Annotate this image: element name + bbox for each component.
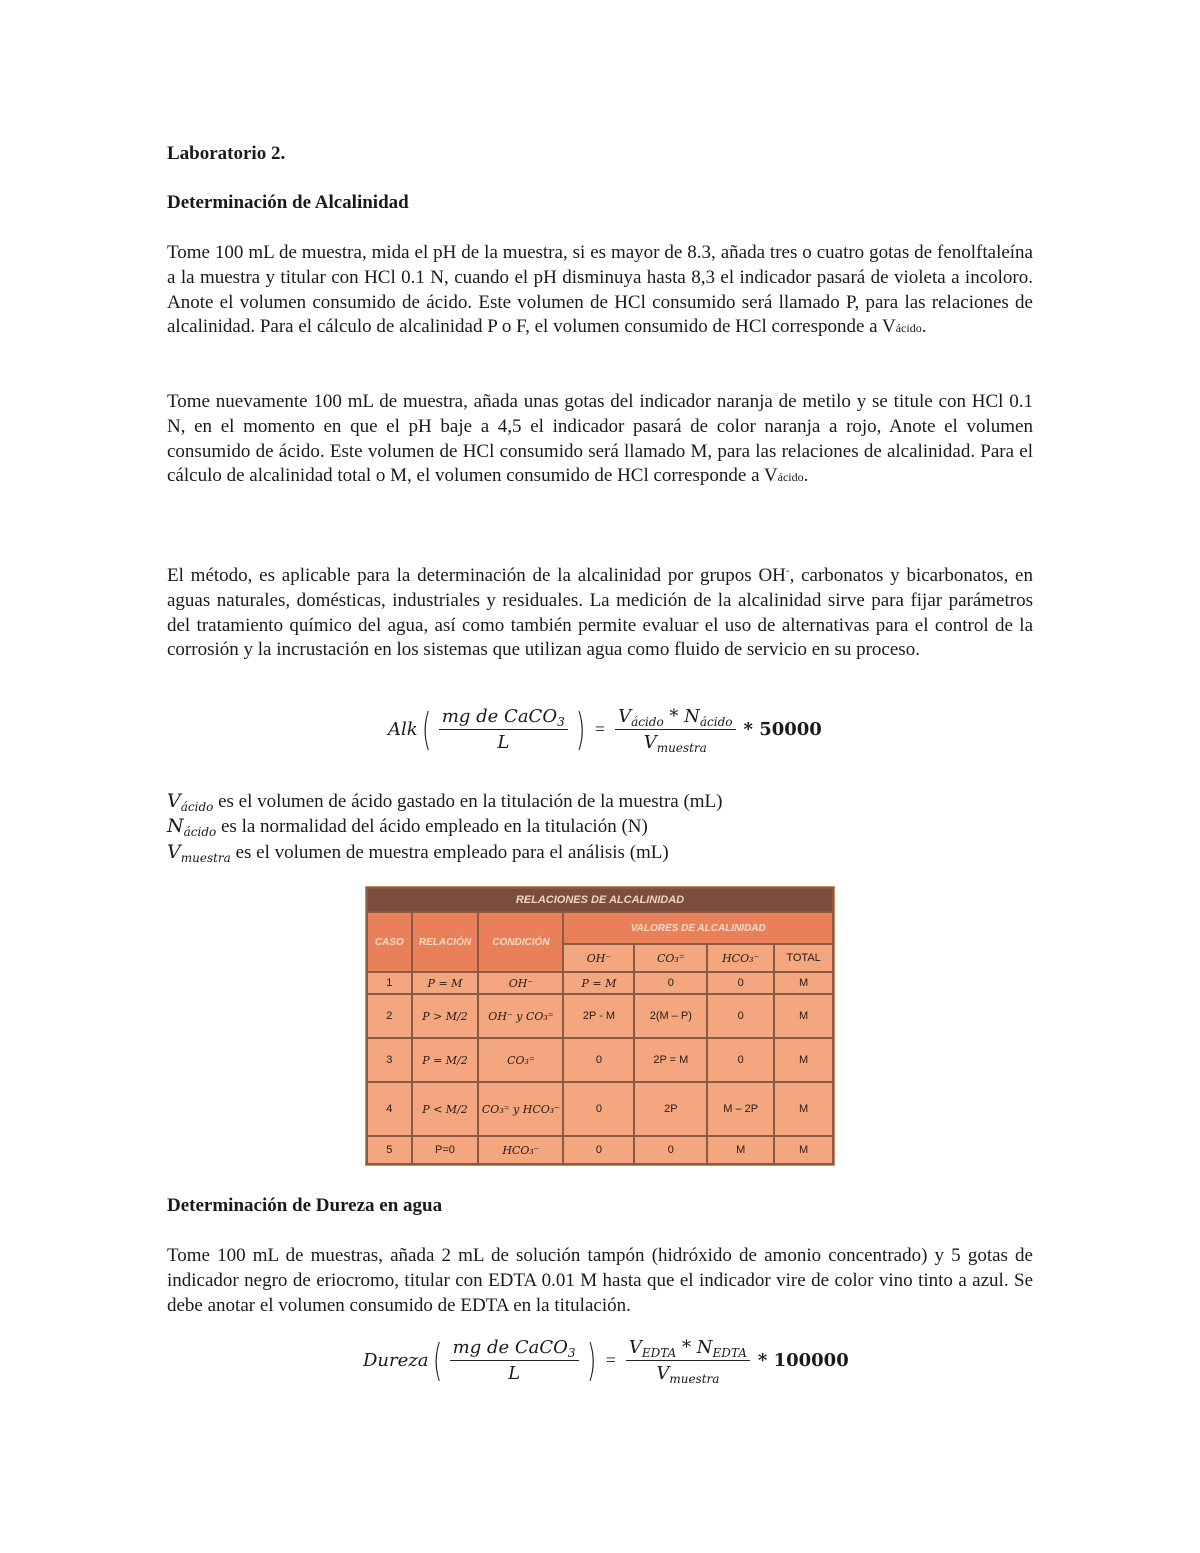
cell-co3: 0 xyxy=(634,972,707,994)
cell-total: M xyxy=(774,994,833,1038)
cell-relacion: P < M/2 xyxy=(412,1082,479,1136)
header-total: TOTAL xyxy=(774,944,833,972)
header-co3: CO₃⁼ xyxy=(634,944,707,972)
cell-relacion: P > M/2 xyxy=(412,994,479,1038)
cell-hco3: M – 2P xyxy=(707,1082,774,1136)
cell-condicion: CO₃⁼ y HCO₃⁻ xyxy=(478,1082,563,1136)
cell-caso: 4 xyxy=(367,1082,412,1136)
alkalinity-relations-table xyxy=(365,886,835,1166)
cell-oh: 0 xyxy=(563,1038,634,1082)
header-condicion: CONDICIÓN xyxy=(478,912,563,972)
definition-v-muestra: $V_{muestra}$ es el volumen de muestra empleado para el análisis (mL) xyxy=(167,841,669,865)
cell-relacion: P = M/2 xyxy=(412,1038,479,1082)
cell-total: M xyxy=(774,972,833,994)
header-relacion: RELACIÓN xyxy=(412,912,479,972)
cell-condicion: OH⁻ y CO₃⁼ xyxy=(478,994,563,1038)
cell-hco3: 0 xyxy=(707,1038,774,1082)
paragraph-method: El método, es aplicable para la determinación de la alcalinidad por grupos OH-, carbonatos y bicarbonatos, en aguas naturales, domésticas, industriales y residuales. La medición de la alcalinidad sirve para fijar parámetros del tratamiento químico del agua, así como también permite evaluar el uso de alternativas para el control de la corrosión y la incrustación en los sistemas que utilizan agua como fluido de servicio en su proceso. xyxy=(167,564,1033,661)
table-row xyxy=(367,1038,833,1082)
section-heading-dureza: Determinación de Dureza en agua xyxy=(167,1195,443,1216)
paragraph-procedure-dureza: Tome 100 mL de muestras, añada 2 mL de solución tampón (hidróxido de amonio concentrado) y 5 gotas de indicador negro de eriocromo, titular con EDTA 0.01 M hasta que el indicador vire de color vino tinto a azul. Se debe anotar el volumen consumido de EDTA en la titulación. xyxy=(167,1245,1033,1316)
header-caso: CASO xyxy=(367,912,412,972)
header-hco3: HCO₃⁻ xyxy=(707,944,774,972)
cell-hco3: 0 xyxy=(707,994,774,1038)
cell-caso: 3 xyxy=(367,1038,412,1082)
cell-caso: 5 xyxy=(367,1136,412,1164)
cell-oh: 0 xyxy=(563,1136,634,1164)
page-title: Laboratorio 2. xyxy=(167,143,286,164)
definition-n-acido: $N_{ácido}$ es la normalidad del ácido empleado en la titulación (N) xyxy=(167,815,648,839)
cell-condicion: HCO₃⁻ xyxy=(478,1136,563,1164)
cell-condicion: CO₃⁼ xyxy=(478,1038,563,1082)
header-valores: VALORES DE ALCALINIDAD xyxy=(563,912,833,944)
cell-total: M xyxy=(774,1082,833,1136)
definition-v-acido: $V_{ácido}$ es el volumen de ácido gastado en la titulación de la muestra (mL) xyxy=(167,790,723,814)
paragraph-procedure-p: Tome 100 mL de muestra, mida el pH de la muestra, si es mayor de 8.3, añada tres o cuatro gotas de fenolftaleína a la muestra y titular con HCl 0.1 N, cuando el pH disminuya hasta 8,3 el indicador pasará de violeta a incoloro. Anote el volumen consumido de ácido. Este volumen de HCl consumido será llamado P, para las relaciones de alcalinidad. Para el cálculo de alcalinidad P o F, el volumen consumido de HCl corresponde a Vácido. xyxy=(167,242,1033,338)
cell-hco3: 0 xyxy=(707,972,774,994)
cell-condicion: OH⁻ xyxy=(478,972,563,994)
cell-oh: 0 xyxy=(563,1082,634,1136)
cell-relacion: P = M xyxy=(412,972,479,994)
cell-oh: P = M xyxy=(563,972,634,994)
cell-relacion: P=0 xyxy=(412,1136,479,1164)
table-row xyxy=(367,994,833,1038)
alkalinity-formula: Alk ( $\frac{mg de CaCO_3}{L}$ ) = $\frac{V_{ácido} * N_{ácido}}{V_{muestra}}$ * 50000 xyxy=(388,703,822,755)
paragraph-procedure-m: Tome nuevamente 100 mL de muestra, añada unas gotas del indicador naranja de metilo y se titule con HCl 0.1 N, en el momento en que el pH baje a 4,5 el indicador pasará de color naranja a rojo, Anote el volumen consumido de ácido. Este volumen de HCl consumido será llamado M, para las relaciones de alcalinidad. Para el cálculo de alcalinidad total o M, el volumen consumido de HCl corresponde a Vácido. xyxy=(167,391,1033,487)
table-row xyxy=(367,972,833,994)
table-title: RELACIONES DE ALCALINIDAD xyxy=(367,888,833,912)
cell-total: M xyxy=(774,1136,833,1164)
cell-hco3: M xyxy=(707,1136,774,1164)
cell-caso: 1 xyxy=(367,972,412,994)
hardness-formula: Dureza ( $\frac{mg de CaCO_3}{L}$ ) = $\frac{V_{EDTA} * N_{EDTA}}{V_{muestra}}$ * 100000 xyxy=(363,1334,849,1386)
cell-co3: 2P xyxy=(634,1082,707,1136)
cell-caso: 2 xyxy=(367,994,412,1038)
cell-total: M xyxy=(774,1038,833,1082)
cell-co3: 2P = M xyxy=(634,1038,707,1082)
table-row xyxy=(367,1136,833,1164)
cell-co3: 2(M – P) xyxy=(634,994,707,1038)
header-oh: OH⁻ xyxy=(563,944,634,972)
cell-oh: 2P - M xyxy=(563,994,634,1038)
section-heading-alcalinidad: Determinación de Alcalinidad xyxy=(167,192,409,213)
cell-co3: 0 xyxy=(634,1136,707,1164)
table-row xyxy=(367,1082,833,1136)
